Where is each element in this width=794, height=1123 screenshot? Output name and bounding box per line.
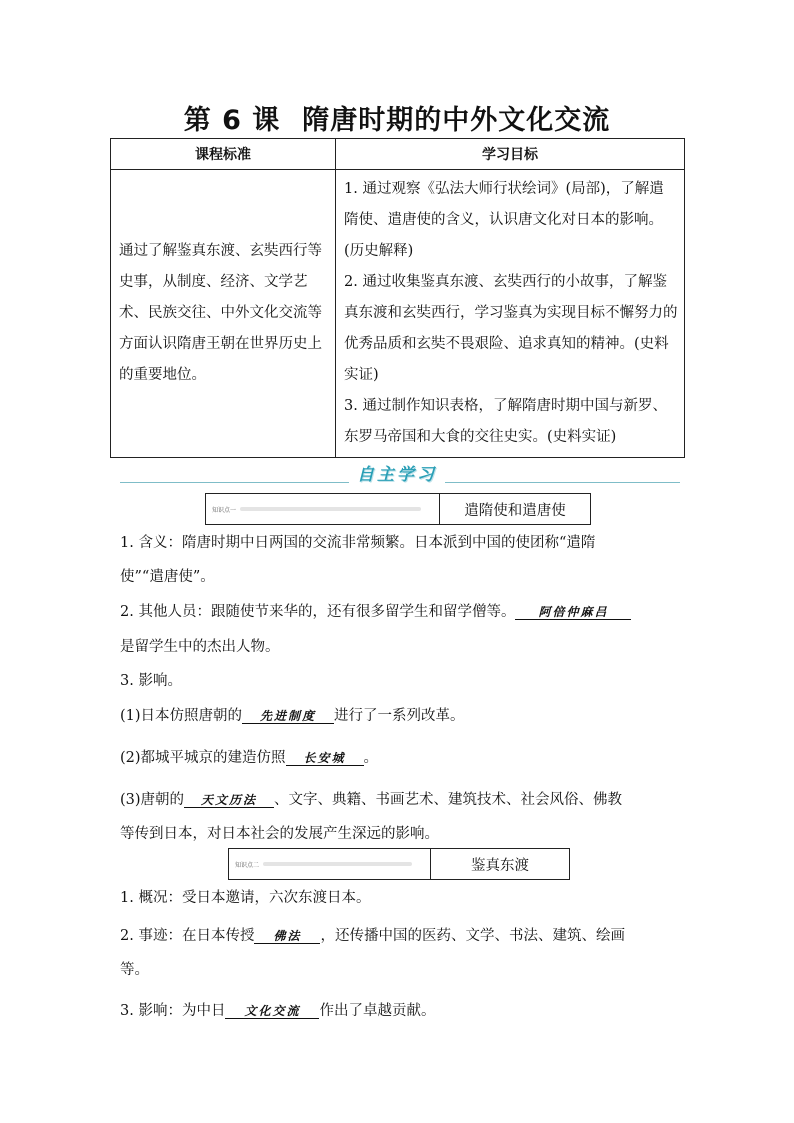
text-segment: (1)日本仿照唐朝的 xyxy=(120,708,243,724)
text-line xyxy=(120,999,690,1020)
answer-blank: 天文历法 xyxy=(184,793,274,808)
text-segment: 、文字、典籍、书画艺术、建筑技术、社会风俗、佛教 xyxy=(274,792,623,808)
answer-blank: 长安城 xyxy=(286,751,364,766)
page-title xyxy=(0,98,794,137)
text-segment: 2. 事迹：在日本传授 xyxy=(120,928,255,944)
answer-blank: 文化交流 xyxy=(225,1004,319,1019)
text-line: 使”“遣唐使”。 xyxy=(120,569,215,585)
text-segment: (2)都城平城京的建造仿照 xyxy=(120,750,286,766)
objective-item: 3. 通过制作知识表格，了解隋唐时期中国与新罗、东罗马帝国和大食的交往史实。(史料实证) xyxy=(344,398,667,445)
text-segment: ，还传播中国的医药、文学、书法、建筑、绘画 xyxy=(320,928,625,944)
answer-blank: 先进制度 xyxy=(242,709,334,724)
answer-blank: 佛法 xyxy=(254,929,320,944)
text-segment: 3. 影响：为中日 xyxy=(120,1003,226,1019)
text-segment: (3)唐朝的 xyxy=(120,792,185,808)
objective-item: 2. 通过收集鉴真东渡、玄奘西行的小故事，了解鉴真东渡和玄奘西行，学习鉴真为实现目标不懈努力的优秀品质和玄奘不畏艰险、追求真知的精神。(史料实证) xyxy=(344,274,678,383)
section-banner: 自主学习 xyxy=(349,463,445,487)
label-bar xyxy=(263,862,412,866)
text-line: 是留学生中的杰出人物。 xyxy=(120,639,280,655)
text-segment: 进行了一系列改革。 xyxy=(334,708,465,724)
knowledge-point-label xyxy=(229,849,431,879)
label-bar xyxy=(240,507,421,511)
text-segment: 。 xyxy=(363,750,379,766)
objective-item: 1. 通过观察《弘法大师行状绘词》(局部)，了解遣隋使、遣唐使的含义，认识唐文化对日本的影响。(历史解释) xyxy=(344,181,664,259)
knowledge-point-title: 遣隋使和遣唐使 xyxy=(464,502,566,519)
text-line: 1. 含义：隋唐时期中日两国的交流非常频繁。日本派到中国的使团称“遣隋 xyxy=(120,535,596,551)
knowledge-point-tag: 知识点二 xyxy=(235,861,260,869)
text-segment: 作出了卓越贡献。 xyxy=(319,1003,436,1019)
text-line xyxy=(120,704,690,725)
knowledge-point-label xyxy=(206,494,440,524)
text-line: 等。 xyxy=(120,962,149,978)
header-course-standard: 课程标准 xyxy=(111,139,336,170)
knowledge-point-tag: 知识点一 xyxy=(212,506,237,514)
course-standard-cell: 通过了解鉴真东渡、玄奘西行等史事，从制度、经济、文学艺术、民族交往、中外文化交流等方面认识隋唐王朝在世界历史上的重要地位。 xyxy=(111,170,336,458)
answer-blank: 阿倍仲麻吕 xyxy=(515,605,631,620)
text-line xyxy=(120,924,690,945)
knowledge-point-box xyxy=(205,493,591,525)
text-line: 1. 概况：受日本邀请，六次东渡日本。 xyxy=(120,890,371,906)
table-header-row xyxy=(111,139,685,170)
text-line xyxy=(120,746,690,767)
lesson-number: 第 6 课 xyxy=(183,105,281,136)
knowledge-point-title: 鉴真东渡 xyxy=(471,857,529,874)
text-segment: 2. 其他人员：跟随使节来华的，还有很多留学生和留学僧等。 xyxy=(120,604,516,620)
objectives-cell xyxy=(336,170,685,458)
header-learning-objectives: 学习目标 xyxy=(336,139,685,170)
knowledge-point-box xyxy=(228,848,570,880)
table-row xyxy=(111,170,685,458)
text-line xyxy=(120,600,690,621)
text-line xyxy=(120,788,690,809)
lesson-title: 隋唐时期的中外文化交流 xyxy=(302,105,611,136)
standards-table xyxy=(110,138,685,458)
text-line: 等传到日本，对日本社会的发展产生深远的影响。 xyxy=(120,826,439,842)
text-line: 3. 影响。 xyxy=(120,673,182,689)
